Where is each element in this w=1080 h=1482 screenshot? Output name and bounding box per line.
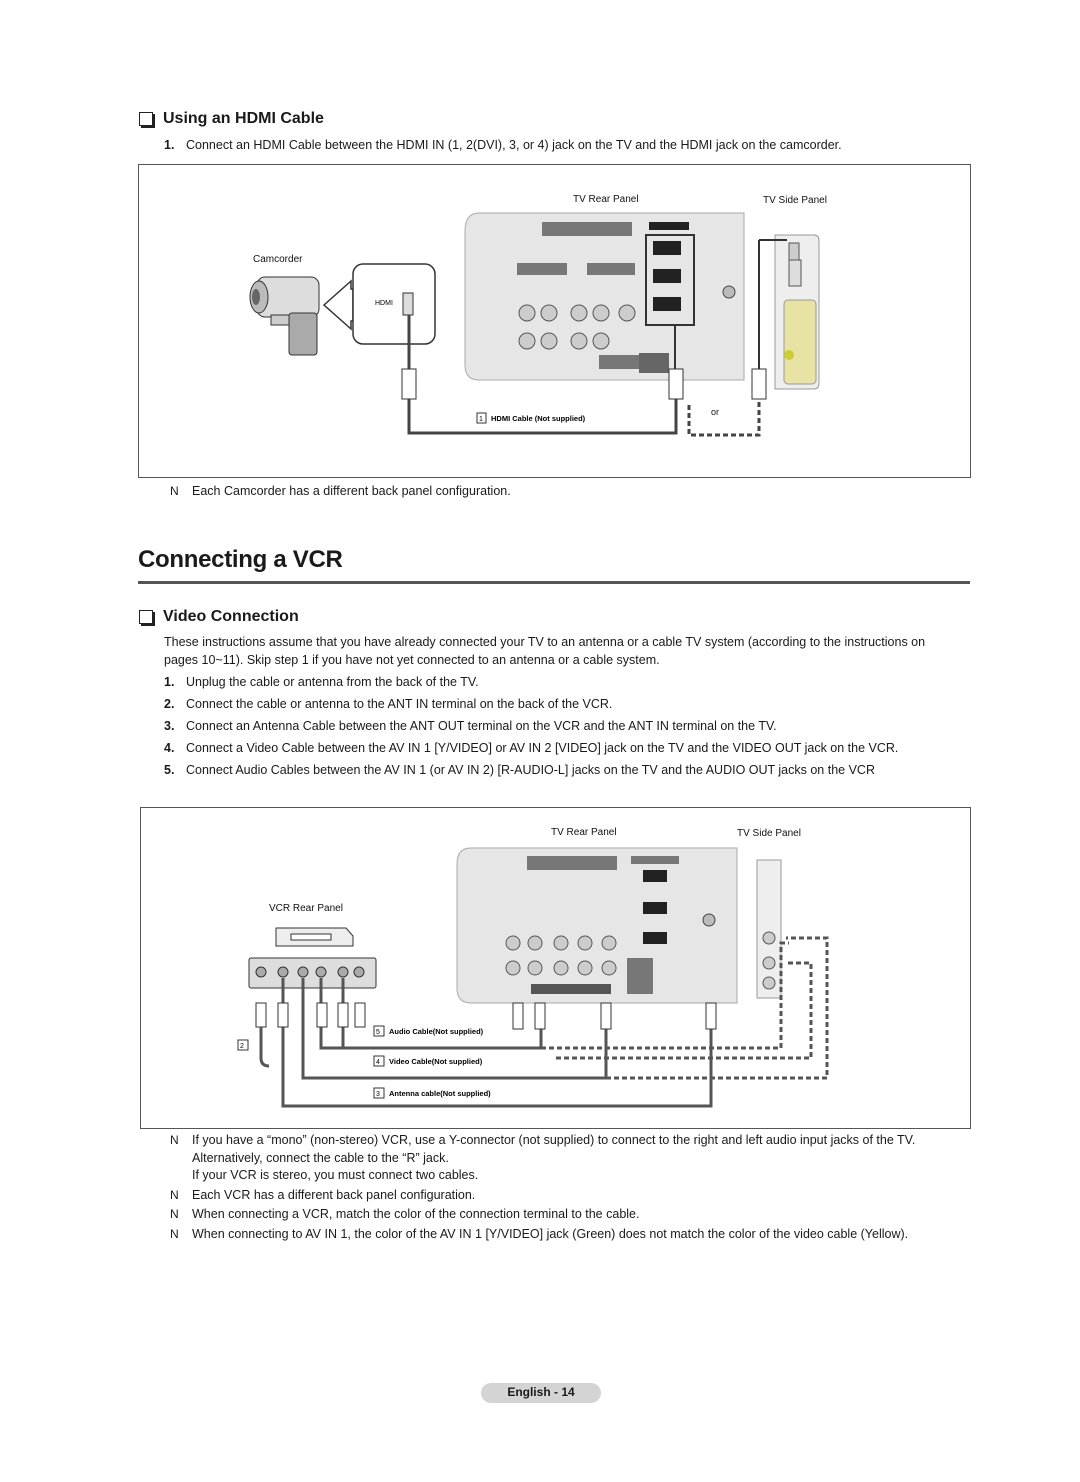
hdmi-cable-label: HDMI Cable (Not supplied) bbox=[491, 414, 586, 423]
page-title: Connecting a VCR bbox=[138, 546, 343, 573]
vcr-diagram-svg bbox=[141, 808, 970, 1128]
hdmi-section-heading: Using an HDMI Cable bbox=[139, 110, 324, 128]
or-label: or bbox=[711, 407, 720, 417]
cable-4-number: 4 bbox=[376, 1059, 380, 1066]
vcr-notes bbox=[170, 1132, 970, 1243]
tv-side-panel bbox=[757, 860, 781, 998]
tv-side-panel-label: TV Side Panel bbox=[737, 828, 801, 839]
camcorder-label: Camcorder bbox=[253, 254, 303, 265]
title-rule bbox=[138, 581, 970, 584]
cable-1-number: 1 bbox=[479, 416, 483, 423]
video-step: 4. Connect a Video Cable between the AV IN 1 [Y/VIDEO] or AV IN 2 [VIDEO] jack on the TV and the VIDEO OUT jack on the VCR. bbox=[164, 740, 899, 755]
hdmi-port-label: HDMI bbox=[375, 300, 393, 307]
callout-arrow-icon bbox=[324, 281, 353, 329]
cable-3-number: 3 bbox=[376, 1091, 380, 1098]
checkbox-bullet-icon bbox=[139, 112, 153, 126]
tv-side-panel-label: TV Side Panel bbox=[763, 195, 827, 206]
antenna-cable-label: Antenna cable(Not supplied) bbox=[389, 1089, 491, 1098]
tv-side-panel bbox=[775, 235, 819, 389]
tv-rear-panel-label: TV Rear Panel bbox=[551, 827, 617, 838]
camcorder-icon bbox=[250, 277, 319, 355]
vcr-rear-panel-label: VCR Rear Panel bbox=[269, 903, 343, 914]
vcr-note: N Each VCR has a different back panel configuration. bbox=[170, 1187, 476, 1202]
hdmi-cable-alt bbox=[689, 393, 759, 435]
tv-rear-panel bbox=[457, 848, 737, 1003]
video-step: 1. Unplug the cable or antenna from the back of the TV. bbox=[164, 675, 479, 689]
video-section-heading: Video Connection bbox=[139, 608, 299, 626]
hdmi-port-callout bbox=[353, 264, 435, 344]
vcr-note: N If you have a “mono” (non-stereo) VCR, use a Y-connector (not supplied) to connect to the right and left audio input jacks of the TV. Alternatively, connect the cable to the “R” jack. If your VCR is stereo, you must connect two cables. bbox=[170, 1133, 916, 1182]
video-step: 2. Connect the cable or antenna to the ANT IN terminal on the back of the VCR. bbox=[164, 696, 613, 711]
video-step: 3. Connect an Antenna Cable between the ANT OUT terminal on the VCR and the ANT IN terminal on the TV. bbox=[164, 718, 777, 733]
hdmi-port-icon bbox=[403, 293, 413, 315]
vcr-note: N When connecting a VCR, match the color of the connection terminal to the cable. bbox=[170, 1207, 640, 1221]
vcr-note: N When connecting to AV IN 1, the color of the AV IN 1 [Y/VIDEO] jack (Green) does not match the color of the video cable (Yellow). bbox=[170, 1226, 909, 1241]
page-number-badge: English - 14 bbox=[481, 1383, 601, 1403]
video-cable-label: Video Cable(Not supplied) bbox=[389, 1057, 483, 1066]
tv-rear-panel bbox=[465, 213, 744, 380]
vcr-icon bbox=[276, 928, 353, 946]
video-steps bbox=[164, 674, 964, 778]
audio-cable-label: Audio Cable(Not supplied) bbox=[389, 1027, 484, 1036]
hdmi-diagram-svg bbox=[139, 165, 970, 477]
vcr-diagram bbox=[140, 807, 971, 1129]
tv-rear-panel-label: TV Rear Panel bbox=[573, 194, 639, 205]
step-2-number: 2 bbox=[240, 1043, 244, 1050]
hdmi-note: N Each Camcorder has a different back panel configuration. bbox=[170, 484, 511, 498]
hdmi-step-1: 1. Connect an HDMI Cable between the HDMI IN (1, 2(DVI), 3, or 4) jack on the TV and the HDMI jack on the camcorder. bbox=[164, 138, 842, 152]
video-intro: These instructions assume that you have already connected your TV to an antenna or a cable TV system (according to the instructions on pages 10~11). Skip step 1 if you have not yet connected to an antenna or a cable system. bbox=[164, 635, 926, 667]
cable-plug-icons bbox=[256, 1003, 716, 1029]
hdmi-diagram bbox=[138, 164, 971, 478]
video-step: 5. Connect Audio Cables between the AV IN 1 (or AV IN 2) [R-AUDIO-L] jacks on the TV and the AUDIO OUT jacks on the VCR bbox=[164, 762, 875, 777]
cable-5-number: 5 bbox=[376, 1029, 380, 1036]
checkbox-bullet-icon bbox=[139, 610, 153, 624]
